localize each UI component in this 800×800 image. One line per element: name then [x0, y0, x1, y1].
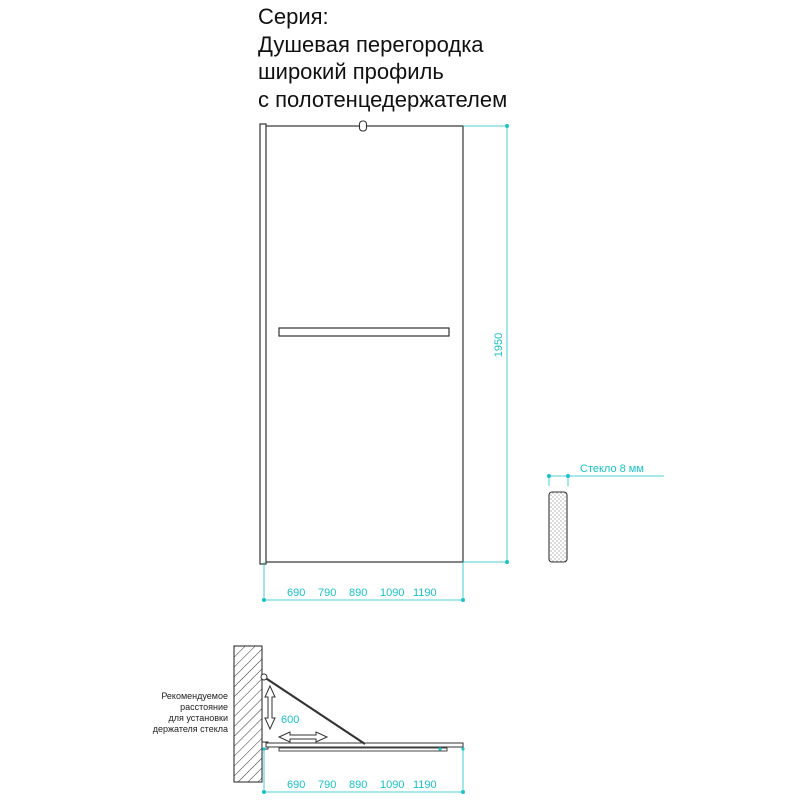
towel-bar-plan	[279, 748, 447, 751]
width-option: 1190	[413, 779, 437, 791]
title-line-4: с полотенцедержателем	[258, 86, 508, 112]
width-option: 890	[349, 779, 368, 791]
title-line-1: Серия:	[258, 4, 329, 29]
width-option: 1190	[413, 587, 437, 599]
towel-bar	[279, 328, 449, 336]
vertical-double-arrow	[265, 686, 275, 729]
width-option: 790	[318, 779, 337, 791]
note-line: держателя стекла	[152, 724, 228, 734]
front-view	[260, 121, 463, 564]
width-option: 790	[318, 587, 337, 599]
glass-holder-top	[360, 121, 367, 131]
width-option: 690	[287, 587, 306, 599]
title-line-3: широкий профиль	[258, 59, 444, 84]
installation-note	[153, 691, 228, 734]
note-line: расстояние	[180, 702, 228, 712]
note-line: для установки	[168, 713, 228, 723]
width-option: 1090	[380, 587, 405, 599]
glass-panel	[262, 126, 463, 562]
plan-view	[234, 646, 463, 782]
height-label: 1950	[493, 332, 505, 358]
title-line-2: Душевая перегородка	[258, 31, 484, 57]
glass-cross-section	[549, 492, 567, 562]
width-option: 1090	[380, 779, 405, 791]
width-option: 690	[287, 779, 306, 791]
note-line: Рекомендуемое	[161, 691, 228, 701]
holder-wall-mount	[261, 674, 267, 680]
width-option: 890	[349, 587, 368, 599]
glass-thickness-label: Стекло 8 мм	[580, 463, 644, 475]
width-options-front	[287, 587, 437, 599]
glass-holder-bar	[264, 677, 365, 744]
wall-profile	[260, 124, 266, 564]
distance-label: 600	[281, 714, 300, 726]
glass-section	[547, 463, 664, 562]
width-options-plan	[287, 779, 437, 791]
wall	[234, 646, 262, 782]
horizontal-double-arrow	[279, 732, 327, 742]
